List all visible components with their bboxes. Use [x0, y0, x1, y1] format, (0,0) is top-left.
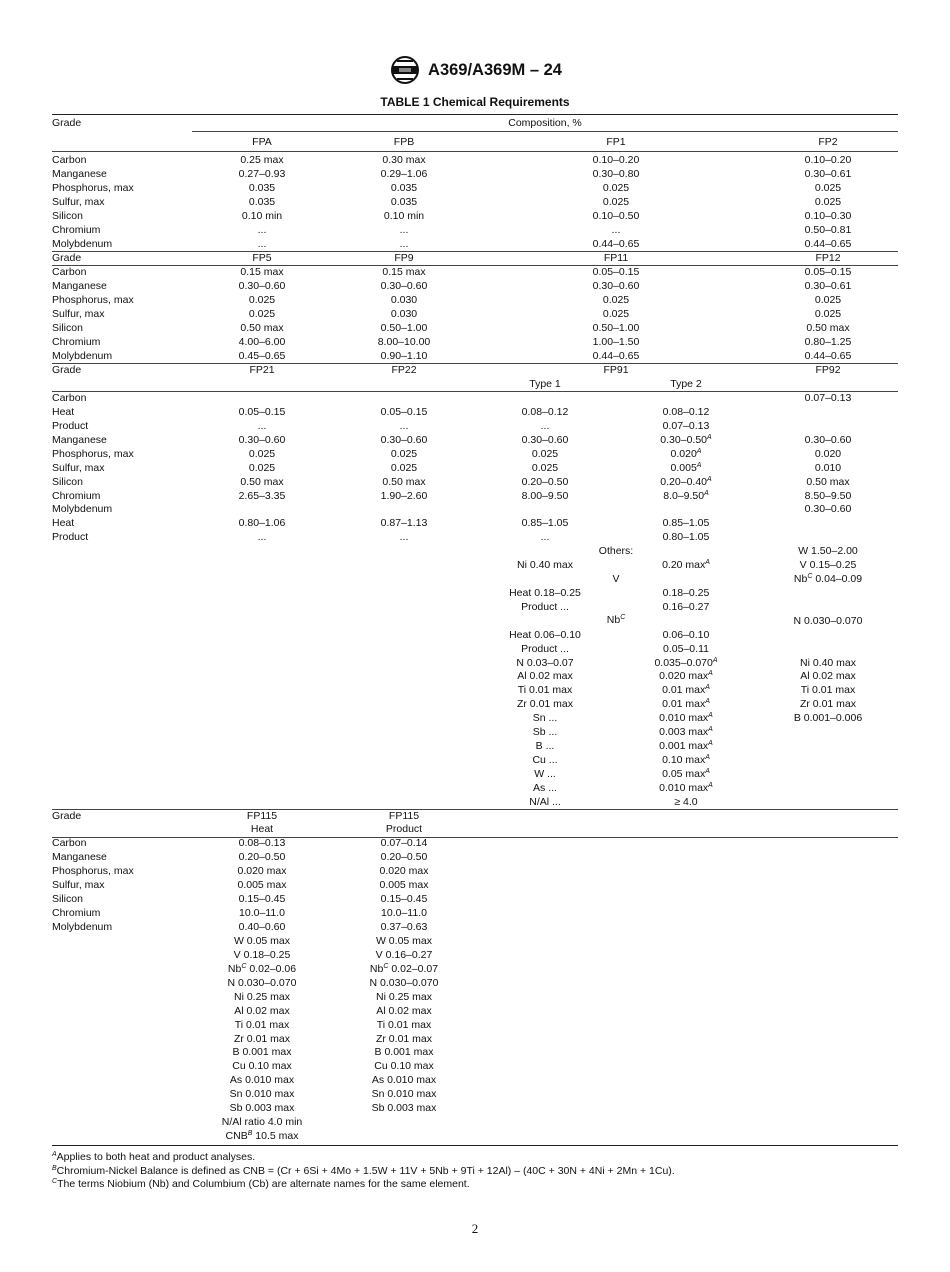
table-cell: 8.50–9.50: [804, 489, 852, 502]
table-cell: 0.85–1.05: [662, 517, 710, 530]
table-cell: 0.50 max: [240, 475, 284, 488]
grade-header: FP11: [603, 252, 629, 264]
table-cell: 0.44–0.65: [804, 237, 852, 250]
table-cell: Ni 0.40 max: [799, 656, 857, 669]
table-cell: Ti 0.01 max: [234, 1018, 290, 1031]
table-cell: V 0.16–0.27: [375, 948, 433, 961]
table-cell: 4.00–6.00: [238, 335, 286, 348]
table-rule: [52, 837, 898, 838]
row-label: Molybdenum: [52, 920, 113, 933]
table-cell: W 0.05 max: [375, 935, 433, 947]
table-cell: 0.44–0.65: [592, 237, 640, 250]
table-cell: 0.30–0.61: [804, 167, 852, 180]
grade-label: Grade: [52, 810, 82, 822]
table-cell: Ti 0.01 max: [800, 684, 856, 697]
row-label: Molybdenum: [52, 237, 113, 250]
table-cell: Sn ...: [532, 712, 558, 725]
row-label: Chromium: [52, 489, 101, 502]
table-cell: 0.025: [814, 195, 842, 208]
table-cell: B ...: [535, 740, 555, 753]
table-cell: 0.30–0.60: [804, 433, 852, 446]
grade-header: FPA: [252, 136, 272, 148]
table-cell: 0.025: [248, 461, 276, 474]
table-cell: $0.20-0.40^A$: [660, 475, 712, 488]
table-cell: 0.025: [814, 307, 842, 320]
table-cell: 0.15 max: [382, 266, 426, 278]
row-label: Sulfur, max: [52, 878, 105, 891]
table-cell: $Nb^C$ 0.04–0.09: [793, 572, 863, 585]
row-label: Carbon: [52, 154, 87, 166]
table-cell: 0.10–0.30: [804, 209, 852, 222]
table-cell: 0.035: [390, 195, 418, 208]
table-cell: 0.05–0.15: [238, 405, 286, 418]
grade-header: FPB: [393, 136, 415, 148]
table-cell: 0.08–0.12: [662, 405, 710, 418]
table-cell: 0.06–0.10: [662, 628, 710, 641]
row-label: Carbon: [52, 392, 87, 404]
table-cell: 0.45–0.65: [238, 349, 286, 362]
table-cell: 0.025: [814, 293, 842, 306]
table-cell: 0.005 max: [379, 878, 429, 891]
table-cell: 0.025: [602, 307, 630, 320]
table-cell: 0.50 max: [806, 475, 850, 488]
table-cell: 0.035: [248, 195, 276, 208]
grade-header: FP115: [388, 810, 420, 822]
table-cell: Sn 0.010 max: [229, 1088, 295, 1101]
table-cell: 0.50–1.00: [592, 321, 640, 334]
table-cell: 0.44–0.65: [592, 349, 640, 362]
table-cell: 0.10–0.50: [592, 209, 640, 222]
table-cell: 0.30–0.60: [592, 279, 640, 292]
table-cell: 0.020 max: [237, 864, 287, 877]
composition-label: Composition, %: [508, 117, 582, 129]
row-label: Heat: [52, 405, 75, 418]
table-title: TABLE 1 Chemical Requirements: [380, 95, 570, 109]
table-cell: 0.20–0.50: [380, 850, 428, 863]
grade-header: FP91: [603, 364, 629, 376]
table-cell: 8.00–10.00: [377, 335, 431, 348]
row-label: Phosphorus, max: [52, 293, 134, 306]
table-cell: W 0.05 max: [233, 935, 291, 947]
table-cell: 0.05 $\max^A$: [662, 767, 710, 780]
grade-header: FP1: [606, 136, 626, 148]
table-cell: Ni 0.40 max: [516, 559, 574, 571]
table-cell: $0.30-0.50^A$: [660, 433, 712, 446]
table-cell: 10.0–11.0: [381, 906, 427, 919]
grade-subheader: Product: [385, 823, 423, 835]
table-cell: 0.003 $\max^A$: [659, 726, 713, 739]
row-label: Sulfur, max: [52, 461, 105, 474]
table-cell: 0.020 $\max^A$: [659, 670, 713, 683]
table-cell: 0.07–0.14: [380, 837, 428, 849]
table-cell: 0.44–0.65: [804, 349, 852, 362]
row-label: Phosphorus, max: [52, 181, 134, 194]
table-rule: [52, 363, 898, 364]
table-cell: 0.01 $\max^A$: [662, 698, 710, 711]
table-cell: N 0.03–0.07: [516, 656, 574, 669]
grade-header: FP12: [815, 252, 841, 264]
table-cell: V 0.15–0.25: [799, 559, 857, 571]
table-cell: 0.80–1.05: [662, 531, 710, 544]
table-cell: 8.00–9.50: [521, 489, 569, 502]
table-cell: ...: [399, 419, 409, 432]
table-cell: Al 0.02 max: [376, 1004, 432, 1017]
table-cell: As 0.010 max: [371, 1074, 437, 1087]
table-cell: 0.005 max: [237, 878, 287, 891]
table-rule: [52, 114, 898, 115]
row-label: Silicon: [52, 209, 83, 222]
element-label: $Nb^C$: [606, 614, 626, 626]
footnote-marker: A: [52, 1151, 57, 1158]
table-cell: V 0.18–0.25: [233, 948, 291, 961]
table-cell: 0.37–0.63: [380, 920, 428, 933]
table-rule: [52, 1145, 898, 1146]
table-cell: 0.07–0.13: [662, 419, 710, 432]
table-cell: 0.50 max: [240, 321, 284, 334]
table-cell: 0.15–0.45: [238, 892, 286, 905]
type-header: Type 2: [670, 378, 702, 390]
table-cell: Ni 0.25 max: [233, 990, 291, 1003]
table-cell: 0.001 $\max^A$: [659, 740, 713, 753]
table-rule: [52, 151, 898, 152]
table-cell: 0.50–1.00: [380, 321, 428, 334]
table-cell: ≥ 4.0: [674, 795, 698, 808]
table-cell: Al 0.02 max: [800, 670, 856, 683]
page-header: [0, 56, 950, 84]
grade-label: Grade: [52, 252, 82, 264]
table-cell: Al 0.02 max: [517, 670, 573, 683]
table-cell: 0.05–0.15: [804, 266, 852, 278]
table-cell: 0.16–0.27: [662, 600, 710, 613]
table-rule: [52, 809, 898, 810]
grade-header: FP21: [249, 364, 275, 376]
grade-label: Grade: [52, 364, 82, 376]
table-cell: ...: [257, 223, 267, 236]
row-label: Manganese: [52, 167, 107, 180]
row-label: Carbon: [52, 266, 87, 278]
table-cell: As 0.010 max: [229, 1074, 295, 1087]
table-cell: $0.035-0.070^A$: [654, 656, 718, 669]
table-cell: 0.025: [602, 293, 630, 306]
row-label: Phosphorus, max: [52, 864, 134, 877]
table-cell: 0.025: [602, 195, 630, 208]
table-cell: Ti 0.01 max: [517, 684, 573, 697]
row-label: Chromium: [52, 335, 101, 348]
table-cell: 0.025: [248, 307, 276, 320]
type-header: Type 1: [529, 378, 561, 390]
table-cell: 0.20 $\max^A$: [662, 559, 710, 571]
table-cell: Zr 0.01 max: [516, 698, 574, 711]
table-cell: 0.50–0.81: [804, 223, 852, 236]
page-number: 2: [471, 1221, 479, 1236]
grade-header: FP5: [252, 252, 272, 264]
table-cell: 0.18–0.25: [662, 586, 710, 599]
table-cell: 0.10–0.20: [804, 154, 852, 166]
table-cell: 0.07–0.13: [804, 392, 852, 404]
table-cell: N/Al ...: [529, 795, 561, 808]
grade-header: FP9: [394, 252, 414, 264]
astm-logo-icon: [388, 55, 422, 85]
table-cell: 0.020: [814, 447, 842, 460]
table-cell: 0.50 max: [806, 321, 850, 334]
table-cell: 0.025: [531, 461, 559, 474]
row-label: Phosphorus, max: [52, 447, 134, 460]
table-cell: 0.025: [390, 447, 418, 460]
table-cell: 0.30–0.60: [238, 433, 286, 446]
row-label: Product: [52, 531, 89, 544]
table-cell: ...: [611, 223, 621, 236]
table-cell: 0.50 max: [382, 475, 426, 488]
table-rule: [52, 251, 898, 252]
grade-header: FP22: [391, 364, 417, 376]
table-cell: 0.10 min: [383, 209, 425, 222]
table-cell: 0.025: [814, 181, 842, 194]
table-cell: 0.90–1.10: [380, 349, 428, 362]
table-cell: 0.010: [814, 461, 842, 474]
table-rule: [52, 391, 898, 392]
table-cell: Heat 0.18–0.25: [509, 586, 581, 599]
table-cell: 0.29–1.06: [380, 167, 428, 180]
table-cell: 0.025: [390, 461, 418, 474]
others-label: Others:: [598, 545, 634, 557]
table-cell: 0.05–0.15: [380, 405, 428, 418]
table-cell: 0.30–0.60: [380, 279, 428, 292]
footnote-marker: B: [52, 1164, 57, 1172]
row-label: Silicon: [52, 475, 83, 488]
table-cell: 0.30 max: [382, 154, 426, 166]
table-cell: 0.27–0.93: [238, 167, 286, 180]
table-cell: Product ...: [521, 600, 569, 613]
table-cell: 0.05–0.11: [663, 642, 709, 655]
table-cell: 1.00–1.50: [592, 335, 640, 348]
table-cell: 0.25 max: [240, 154, 284, 166]
table-cell: Sb 0.003 max: [371, 1102, 437, 1115]
table-cell: 0.30–0.60: [804, 503, 852, 516]
table-cell: ...: [257, 419, 267, 432]
row-label: Silicon: [52, 321, 83, 334]
table-cell: Ni 0.25 max: [375, 990, 433, 1003]
table-cell: 0.20–0.50: [238, 850, 286, 863]
table-cell: 1.90–2.60: [380, 489, 428, 502]
table-cell: 0.80–1.06: [238, 517, 286, 530]
table-cell: N 0.030–0.070: [227, 976, 297, 989]
table-cell: ...: [540, 531, 550, 544]
row-label: Silicon: [52, 892, 83, 905]
document-id: A369/A369M – 24: [428, 60, 562, 79]
table-cell: Heat 0.06–0.10: [509, 628, 581, 641]
grade-subheader: Heat: [250, 823, 274, 835]
table-cell: B 0.001 max: [232, 1046, 292, 1059]
grade-header: FP2: [818, 136, 838, 148]
table-cell: N 0.030–0.070: [369, 976, 439, 989]
table-cell: N 0.030–0.070: [793, 614, 863, 627]
footnote-text: Applies to both heat and product analyses.: [56, 1151, 256, 1163]
table-cell: $0.005^A$: [670, 461, 702, 474]
table-cell: 0.030: [390, 293, 418, 306]
table-cell: 0.87–1.13: [380, 517, 428, 530]
table-cell: 0.40–0.60: [238, 920, 286, 933]
table-cell: Cu ...: [532, 754, 558, 767]
table-cell: 0.035: [390, 181, 418, 194]
row-label: Manganese: [52, 433, 107, 446]
table-cell: 0.30–0.61: [804, 279, 852, 292]
table-cell: 0.020 max: [379, 864, 429, 877]
table-cell: 0.10 min: [241, 209, 283, 222]
table-rule: [192, 131, 898, 132]
table-cell: W ...: [534, 767, 556, 780]
table-cell: $8.0-9.50^A$: [663, 489, 709, 502]
table-rule: [52, 265, 898, 266]
table-cell: W 1.50–2.00: [798, 545, 858, 557]
element-label: V: [612, 573, 620, 585]
row-label: Manganese: [52, 850, 107, 863]
table-cell: $0.020^A$: [670, 447, 702, 460]
table-cell: ...: [399, 223, 409, 236]
grade-header: FP115: [246, 810, 278, 822]
table-cell: 0.30–0.60: [521, 433, 569, 446]
table-cell: Cu 0.10 max: [232, 1060, 292, 1073]
table-cell: 0.030: [390, 307, 418, 320]
table-cell: Sn 0.010 max: [371, 1088, 437, 1101]
table-cell: 0.80–1.25: [804, 335, 852, 348]
row-label: Molybdenum: [52, 349, 113, 362]
table-cell: 2.65–3.35: [238, 489, 286, 502]
table-cell: 0.20–0.50: [521, 475, 569, 488]
table-cell: Zr 0.01 max: [799, 698, 857, 711]
table-cell: 0.05–0.15: [592, 266, 640, 278]
table-cell: Zr 0.01 max: [375, 1032, 433, 1045]
row-label: Carbon: [52, 837, 87, 849]
table-cell: Sb ...: [532, 726, 558, 739]
table-cell: $Nb^C$ 0.02–0.07: [369, 962, 439, 975]
row-label: Sulfur, max: [52, 195, 105, 208]
table-cell: 0.08–0.13: [238, 837, 286, 849]
table-cell: 0.025: [248, 293, 276, 306]
footnote-a: [52, 1151, 255, 1163]
table-cell: Zr 0.01 max: [233, 1032, 291, 1045]
row-label: Heat: [52, 517, 75, 530]
row-label: Sulfur, max: [52, 307, 105, 320]
table-cell: ...: [540, 419, 550, 432]
grade-header: FP92: [815, 364, 841, 376]
table-cell: 0.85–1.05: [521, 517, 569, 530]
table-cell: 0.30–0.60: [238, 279, 286, 292]
table-cell: 0.035: [248, 181, 276, 194]
table-cell: 0.025: [602, 181, 630, 194]
table-cell: 0.025: [531, 447, 559, 460]
table-cell: B 0.001 max: [374, 1046, 434, 1059]
row-label: Molybdenum: [52, 503, 113, 516]
table-cell: 0.10–0.20: [592, 154, 640, 166]
table-cell: Al 0.02 max: [234, 1004, 290, 1017]
table-cell: 0.30–0.60: [380, 433, 428, 446]
table-cell: Ti 0.01 max: [376, 1018, 432, 1031]
footnote-marker: C: [52, 1178, 58, 1185]
table-cell: N/Al ratio 4.0 min: [221, 1116, 303, 1129]
table-cell: $Nb^C$ 0.02–0.06: [227, 962, 297, 975]
table-cell: 0.010 $\max^A$: [659, 712, 713, 725]
table-cell: As ...: [533, 781, 557, 794]
table-cell: 0.08–0.12: [521, 405, 569, 418]
table-cell: Cu 0.10 max: [374, 1060, 434, 1073]
table-cell: ...: [257, 531, 267, 544]
footnote-c: [52, 1178, 470, 1190]
row-label: Chromium: [52, 906, 101, 919]
grade-label: Grade: [52, 117, 82, 129]
row-label: Chromium: [52, 223, 101, 236]
table-cell: $CNB^B$ 10.5 max: [225, 1130, 299, 1143]
table-cell: Sb 0.003 max: [229, 1102, 295, 1115]
table-cell: ...: [257, 237, 267, 250]
row-label: Manganese: [52, 279, 107, 292]
table-cell: 0.15–0.45: [380, 892, 428, 905]
table-cell: 0.025: [248, 447, 276, 460]
table-cell: 0.10 $\max^A$: [662, 754, 710, 767]
table-cell: ...: [399, 531, 409, 544]
footnote-b: [52, 1165, 675, 1177]
table-cell: ...: [399, 237, 409, 250]
table-cell: 0.010 $\max^A$: [659, 781, 713, 794]
row-label: Product: [52, 419, 89, 432]
footnote-text: Chromium-Nickel Balance is defined as CNB = (Cr + 6Si + 4Mo + 1.5W + 11V + 5Nb + 9Ti + 12Al) – (40C + 30N + 4Ni + 2Mn + 1Cu).: [56, 1164, 675, 1177]
table-cell: 10.0–11.0: [239, 906, 285, 919]
table-cell: 0.15 max: [240, 266, 284, 278]
table-cell: B 0.001–0.006: [793, 712, 863, 725]
footnote-text: The terms Niobium (Nb) and Columbium (Cb) are alternate names for the same element.: [57, 1178, 470, 1190]
table-cell: 0.01 $\max^A$: [662, 684, 710, 697]
table-cell: 0.30–0.80: [592, 167, 640, 180]
table-cell: Product ...: [521, 642, 569, 655]
